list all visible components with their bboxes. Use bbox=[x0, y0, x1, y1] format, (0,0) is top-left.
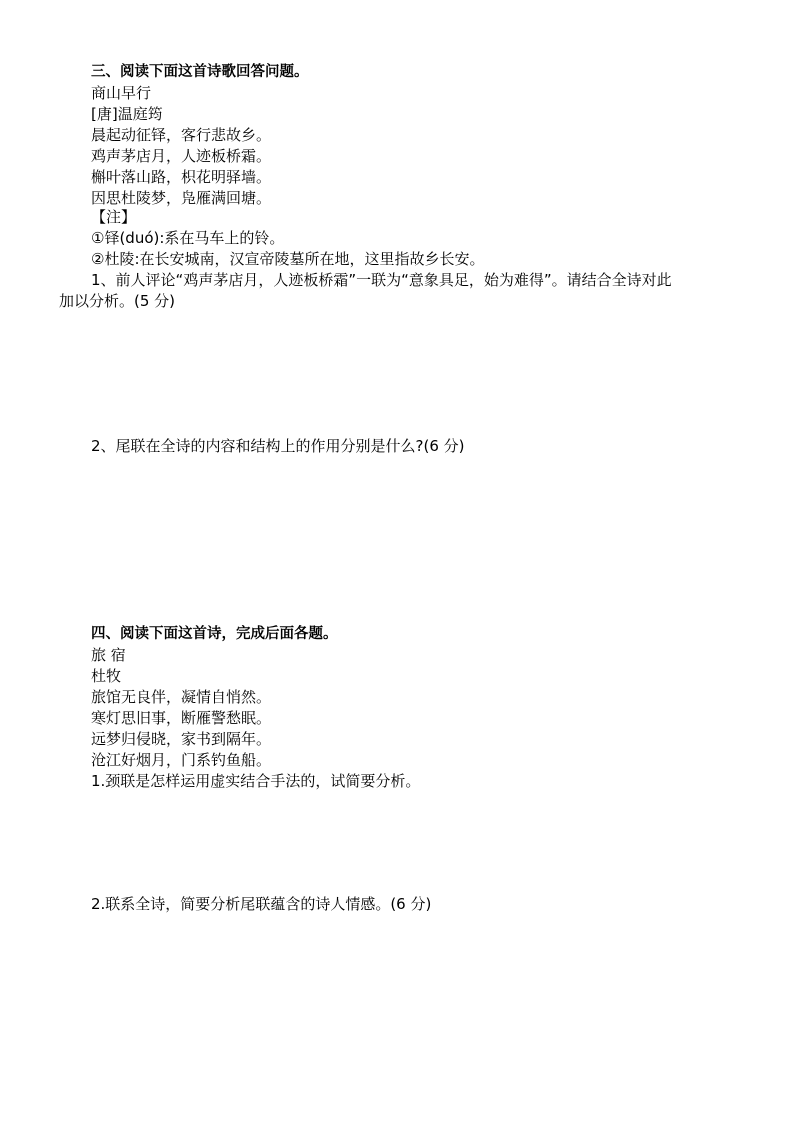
section4-poem-line-4: 沧江好烟月，门系钓鱼船。 bbox=[91, 751, 272, 769]
section4-poem-line-2: 寒灯思旧事，断雁警愁眠。 bbox=[91, 709, 272, 727]
section4-heading: 四、阅读下面这首诗，完成后面各题。 bbox=[91, 626, 338, 642]
section3-note-1: ①铎(duó):系在马车上的铃。 bbox=[91, 229, 285, 247]
section4-poem-line-1: 旅馆无良伴，凝情自悄然。 bbox=[91, 688, 272, 706]
section3-note-2: ②杜陵:在长安城南，汉宣帝陵墓所在地，这里指故乡长安。 bbox=[91, 250, 485, 268]
section3-question-1-line-2: 加以分析。(5 分) bbox=[59, 292, 176, 310]
section3-poem-line-1: 晨起动征铎，客行悲故乡。 bbox=[91, 126, 272, 144]
section3-poem-line-4: 因思杜陵梦，凫雁满回塘。 bbox=[91, 189, 272, 207]
section3-poem-title: 商山早行 bbox=[91, 84, 152, 102]
section3-heading: 三、阅读下面这首诗歌回答问题。 bbox=[91, 64, 309, 80]
section3-note-label: 【注】 bbox=[91, 208, 137, 226]
section3-question-1-line-1: 1、前人评论“鸡声茅店月，人迹板桥霜”一联为“意象具足，始为难得”。请结合全诗对此 bbox=[91, 271, 672, 289]
section3-poem-line-2: 鸡声茅店月，人迹板桥霜。 bbox=[91, 147, 272, 165]
section3-poem-line-3: 槲叶落山路，枳花明驿墙。 bbox=[91, 168, 272, 186]
section3-question-2: 2、尾联在全诗的内容和结构上的作用分别是什么?(6 分) bbox=[91, 437, 465, 455]
section4-poem-title: 旅 宿 bbox=[91, 646, 126, 664]
section4-poem-line-3: 远梦归侵晓，家书到隔年。 bbox=[91, 730, 272, 748]
section4-poem-author: 杜牧 bbox=[91, 667, 122, 685]
section4-question-1: 1.颈联是怎样运用虚实结合手法的，试简要分析。 bbox=[91, 772, 421, 790]
section3-poem-author: [唐]温庭筠 bbox=[91, 105, 163, 123]
section4-question-2: 2.联系全诗，简要分析尾联蕴含的诗人情感。(6 分) bbox=[91, 895, 432, 913]
